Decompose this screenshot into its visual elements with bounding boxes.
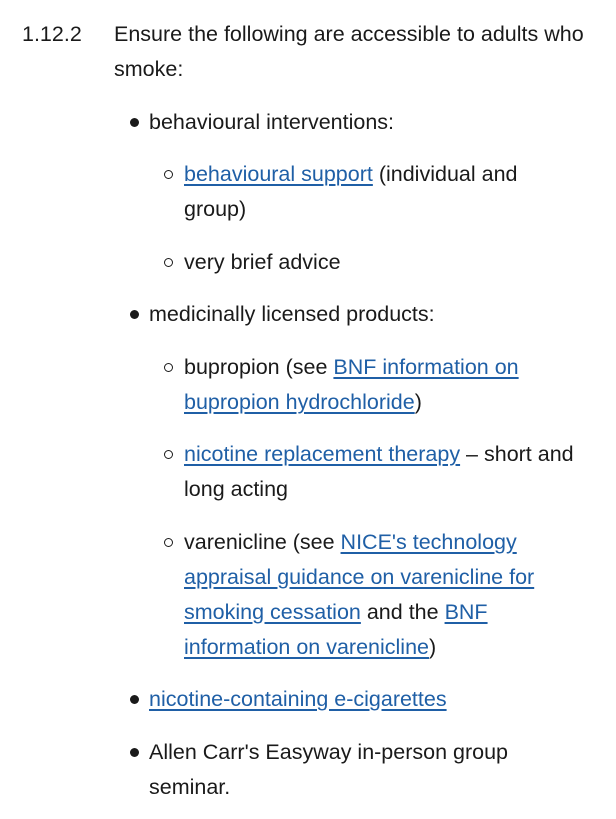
nicotine-replacement-therapy-link[interactable]: nicotine replacement therapy xyxy=(184,442,461,466)
sub-item-text: very brief advice xyxy=(184,250,341,274)
sub-item-text: ) xyxy=(429,635,437,659)
bnf-bupropion-link[interactable]: BNF information on bupropion hydrochloride xyxy=(184,355,519,414)
recommendation-number: 1.12.2 xyxy=(22,22,82,46)
list-item-allen-carr xyxy=(126,735,546,805)
sub-item-text: (individual and group) xyxy=(184,162,518,221)
list-item-medicinal-products xyxy=(126,297,596,332)
sub-item-varenicline xyxy=(162,525,562,665)
list-item-e-cigarettes xyxy=(126,682,596,717)
nice-varenicline-guidance-link[interactable]: NICE's technology appraisal guidance on varenicline for smoking cessation xyxy=(184,530,535,624)
recommendation-intro: Ensure the following are accessible to adults who smoke: xyxy=(114,22,584,81)
list-item-label: Allen Carr's Easyway in-person group seminar. xyxy=(149,740,509,799)
sub-item-very-brief-advice xyxy=(162,245,582,280)
list-item-label: medicinally licensed products: xyxy=(149,302,435,326)
sub-item-bupropion xyxy=(162,350,582,420)
sub-item-nicotine-replacement xyxy=(162,437,582,507)
sub-item-text: varenicline (see xyxy=(184,530,341,554)
list-item-behavioural-interventions xyxy=(126,105,596,140)
list-item-label: behavioural interventions: xyxy=(149,110,395,134)
behavioural-support-link[interactable]: behavioural support xyxy=(184,162,373,186)
sub-item-text: bupropion (see xyxy=(184,355,334,379)
sub-item-behavioural-support xyxy=(162,157,582,227)
sub-item-text: – short and long acting xyxy=(184,442,574,501)
e-cigarettes-link[interactable]: nicotine-containing e-cigarettes xyxy=(149,687,447,711)
sub-item-text: ) xyxy=(414,390,422,414)
sub-item-text: and the xyxy=(360,600,445,624)
bnf-varenicline-link[interactable]: BNF information on varenicline xyxy=(184,600,488,659)
